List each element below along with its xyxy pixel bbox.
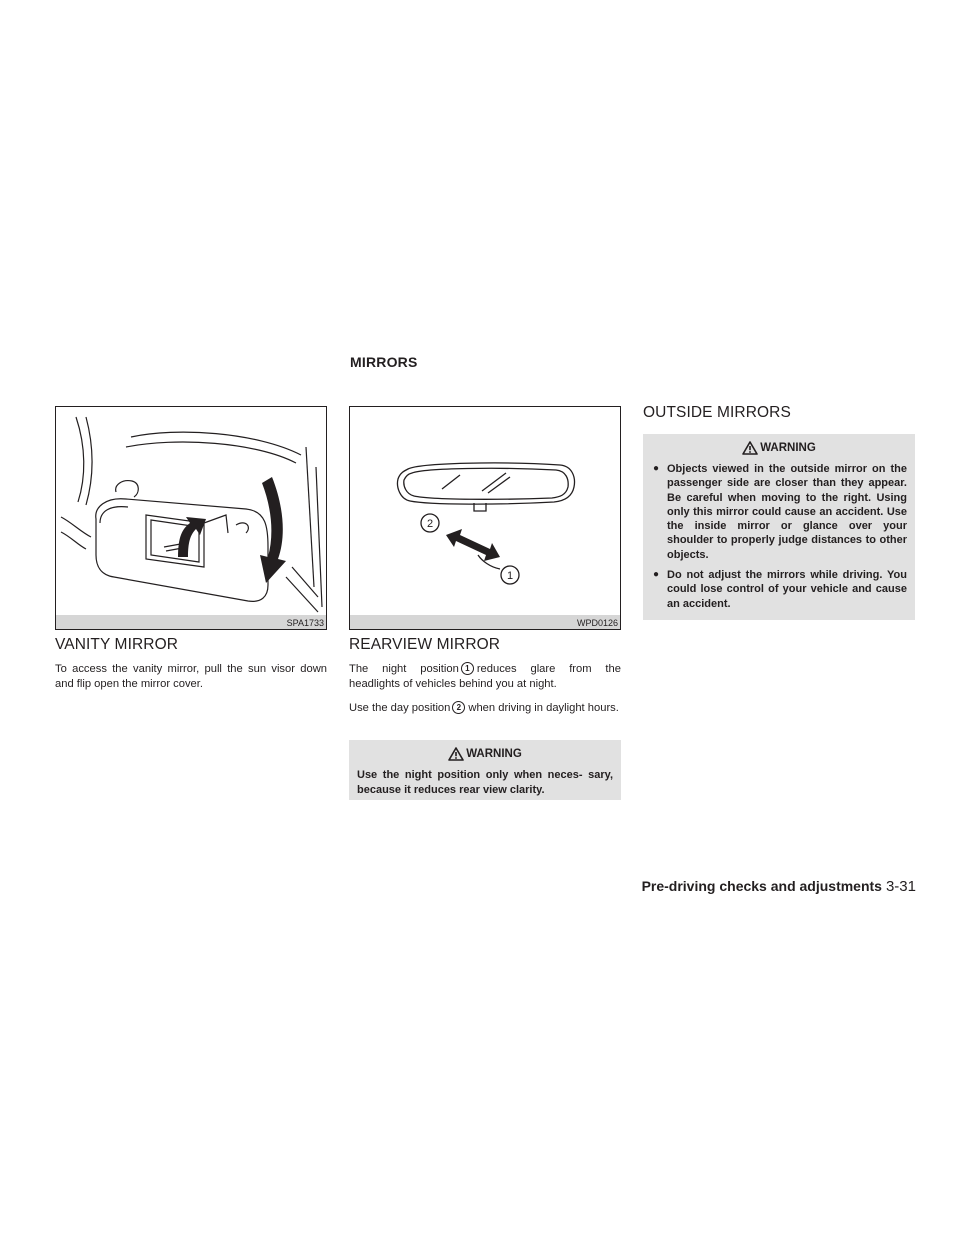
callout-2-label: 2: [426, 518, 434, 530]
warning-label: WARNING: [466, 748, 522, 760]
warning-list: [651, 462, 907, 611]
warning-triangle-icon: [742, 441, 758, 455]
outside-warning-box: [643, 434, 915, 620]
figure-code: SPA1733: [286, 618, 324, 628]
callout-1-label: 1: [506, 570, 514, 582]
bullet-icon: ●: [653, 569, 660, 581]
sun-visor-illustration: [56, 407, 326, 615]
page-footer: [642, 878, 916, 895]
warning-header: [651, 440, 907, 456]
warning-label: WARNING: [760, 442, 816, 454]
warning-triangle-icon: [448, 747, 464, 761]
section-title: MIRRORS: [350, 354, 418, 370]
vanity-mirror-heading: VANITY MIRROR: [55, 636, 179, 653]
page-number: 3-31: [885, 878, 916, 895]
bullet-icon: ●: [653, 463, 660, 474]
vanity-mirror-text: To access the vanity mirror, pull the sun visor down and flip open the mirror cover.: [55, 663, 327, 690]
list-item: ● Objects viewed in the outside mirror on the passenger side are closer than they appear. Be careful when moving to the right. Using only this mirror could cause an accident. Use the inside mirror or glance over your shoulder to properly judge distances to other objects.: [653, 463, 907, 561]
vanity-mirror-figure: [55, 406, 327, 630]
rearview-mirror-illustration: [350, 407, 620, 615]
rearview-warning-box: [349, 740, 621, 800]
callout-1-icon: 1: [461, 662, 474, 675]
list-item: ● Do not adjust the mirrors while driving. You could lose control of your vehicle and cause an accident.: [653, 569, 907, 610]
callout-2-icon: 2: [452, 701, 465, 714]
warning-text: Use the night position only when neces- sary, because it reduces rear view clarity.: [357, 769, 613, 796]
footer-section: Pre-driving checks and adjustments: [641, 878, 882, 894]
rearview-day-text: Use the day position 2 when driving in daylight hours.: [349, 702, 619, 714]
rearview-mirror-figure: [349, 406, 621, 630]
rearview-night-text: The night position 1 reduces glare from the headlights of vehicles behind you at night.: [349, 663, 621, 690]
outside-mirrors-heading: OUTSIDE MIRRORS: [643, 404, 791, 421]
rearview-mirror-heading: REARVIEW MIRROR: [349, 636, 501, 653]
figure-code: WPD0126: [576, 618, 618, 628]
warning-header: [357, 746, 613, 762]
